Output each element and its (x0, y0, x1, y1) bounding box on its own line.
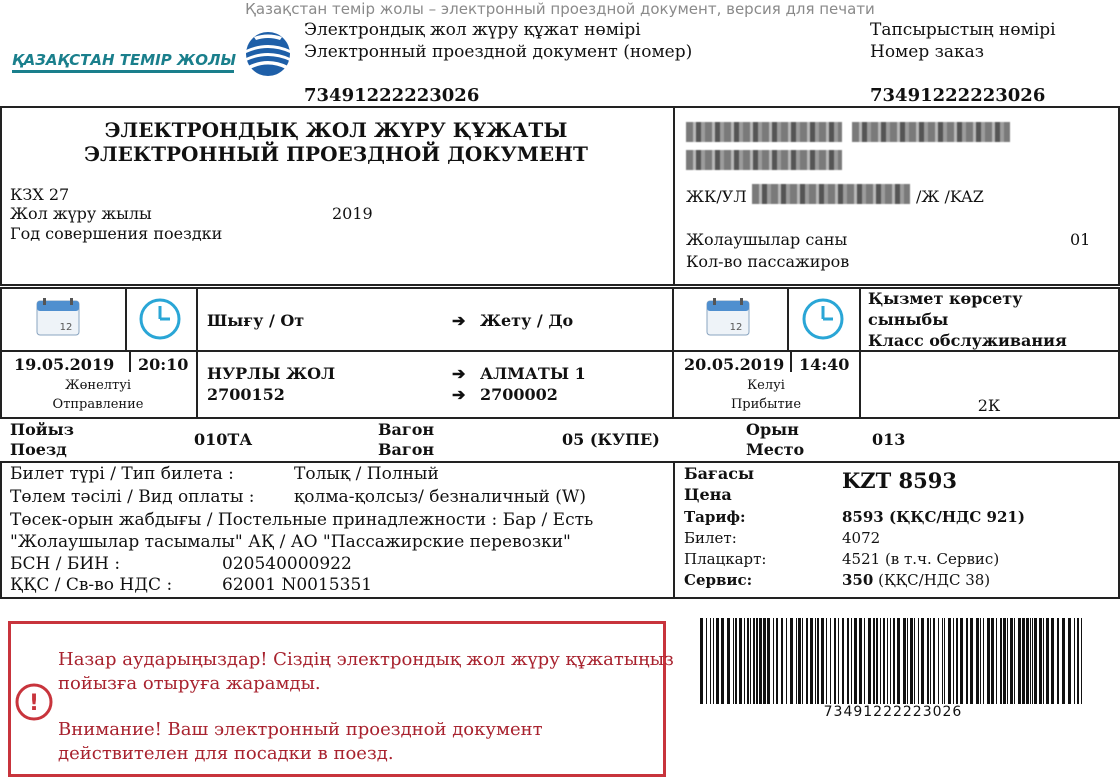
barcode-bar (938, 618, 939, 704)
barcode-bar (796, 618, 797, 704)
barcode-bar (759, 618, 762, 704)
barcode-bar (996, 618, 997, 704)
tariff-label: Тариф: (684, 508, 746, 526)
barcode-bar (1022, 618, 1025, 704)
barcode-bar (1018, 618, 1021, 704)
barcode-bar (721, 618, 724, 704)
warning-text-ru-1: Внимание! Ваш электронный проездной документ (58, 719, 543, 740)
departure-time: 20:10 (138, 355, 189, 374)
seat-number: 013 (872, 430, 906, 449)
trip-year: 2019 (332, 204, 373, 223)
passenger-count-label-ru: Кол-во пассажиров (686, 252, 850, 271)
barcode-bar (713, 618, 714, 704)
barcode-bar (987, 618, 990, 704)
bin-number: 020540000922 (222, 554, 352, 574)
barcode-bar (815, 618, 816, 704)
barcode-bar (842, 618, 844, 704)
barcode-bar (756, 618, 758, 704)
barcode-bar (944, 618, 945, 704)
barcode-bar (733, 618, 734, 704)
barcode-bar (942, 618, 943, 704)
barcode-bar (1034, 618, 1037, 704)
arrival-label-ru: Прибытие (730, 397, 802, 412)
barcode-bar (868, 618, 871, 704)
barcode-bar (991, 618, 994, 704)
seat-label-kz: Орын (746, 420, 799, 439)
barcode-bar (826, 618, 827, 704)
ticket-price-label: Билет: (684, 529, 737, 547)
trip-code: КЗХ 27 (10, 185, 70, 204)
to-station: АЛМАТЫ 1 (480, 364, 586, 383)
barcode-bar (876, 618, 878, 704)
bin-label: БСН / БИН : (10, 554, 121, 574)
tariff-value: 8593 (ҚҚС/НДС 921) (842, 508, 1025, 526)
barcode-bar (716, 618, 719, 704)
trip-year-label-ru: Год совершения поездки (10, 224, 223, 243)
from-station: НУРЛЫ ЖОЛ (207, 364, 336, 383)
route-arrow-header: ➔ (452, 311, 466, 330)
barcode-bar (921, 618, 924, 704)
barcode-bar (1074, 618, 1075, 704)
barcode-bar (834, 618, 836, 704)
barcode-bar (830, 618, 831, 704)
barcode-bar (1062, 618, 1065, 704)
order-number: 73491222223026 (870, 85, 1046, 106)
car-label-ru: Вагон (378, 440, 435, 459)
barcode-bar (851, 618, 852, 704)
barcode-bar (781, 618, 783, 704)
ktz-logo-graphic (10, 28, 290, 80)
barcode-bar (948, 618, 951, 704)
doc-number-label-kz: Электрондық жол жүру құжат нөмірі (304, 20, 641, 40)
barcode-bar (1077, 618, 1079, 704)
document-title-kz: ЭЛЕКТРОНДЫҚ ЖОЛ ЖҮРУ ҚҰЖАТЫ (104, 118, 568, 142)
barcode-bar (966, 618, 968, 704)
doc-number-label-ru: Электронный проездной документ (номер) (304, 42, 693, 62)
service-class-label-3: Класс обслуживания (868, 331, 1067, 350)
barcode-bar (897, 618, 900, 704)
barcode-bar (1014, 618, 1015, 704)
barcode-bar (802, 618, 803, 704)
barcode-bar (790, 618, 793, 704)
passenger-id-suffix: /Ж /KAZ (916, 187, 984, 206)
ticket-barcode (698, 618, 1088, 704)
warning-text-ru-2: действителен для посадки в поезд. (58, 743, 394, 764)
barcode-bar (1057, 618, 1059, 704)
vat-certificate: 62001 N0015351 (222, 575, 373, 595)
redacted-name (852, 122, 1010, 142)
barcode-bar (1000, 618, 1002, 704)
barcode-bar (907, 618, 908, 704)
bedding-info: Төсек-орын жабдығы / Постельные принадлежности : Бар / Есть (10, 510, 594, 530)
barcode-bar (744, 618, 745, 704)
barcode-bar (880, 618, 881, 704)
service-fee-value: 350 (842, 571, 874, 589)
barcode-bar (817, 618, 819, 704)
barcode-bar (806, 618, 808, 704)
barcode-bar (927, 618, 929, 704)
barcode-bar (890, 618, 891, 704)
barcode-bar (1039, 618, 1042, 704)
barcode-bar (980, 618, 981, 704)
barcode-bar (1032, 618, 1033, 704)
arrival-clock-icon (801, 297, 845, 345)
barcode-bar (1051, 618, 1054, 704)
payment-method: қолма-қолсыз/ безналичный (W) (294, 487, 586, 507)
passenger-id-prefix: ЖК/УЛ (686, 187, 747, 206)
barcode-bar (1046, 618, 1049, 704)
departure-calendar-icon (36, 298, 80, 340)
svg-text:12: 12 (729, 322, 743, 333)
redacted-surname (686, 122, 842, 142)
from-label: Шығу / От (207, 311, 305, 330)
barcode-bar (976, 618, 979, 704)
route-arrow-station: ➔ (452, 364, 466, 383)
barcode-bar (960, 618, 963, 704)
svg-text:12: 12 (59, 322, 73, 333)
to-station-code: 2700002 (480, 385, 558, 404)
arrival-calendar-icon (706, 298, 750, 340)
svg-text:ҚАЗАҚСТАН ТЕМІР ЖОЛЫ: ҚАЗАҚСТАН ТЕМІР ЖОЛЫ (12, 51, 237, 69)
barcode-bar (883, 618, 885, 704)
departure-label-ru: Отправление (52, 397, 144, 412)
price-label-ru: Цена (684, 485, 732, 504)
warning-icon (14, 682, 54, 722)
barcode-bar (983, 618, 984, 704)
barcode-number: 73491222223026 (823, 704, 963, 720)
barcode-bar (786, 618, 787, 704)
order-number-label-ru: Номер заказ (870, 42, 985, 62)
train-number: 010ТА (194, 430, 253, 449)
barcode-bar (933, 618, 935, 704)
redacted-id-number (752, 184, 910, 204)
service-fee (842, 571, 990, 589)
service-class-label-2: сыныбы (868, 310, 949, 329)
departure-clock-icon (138, 297, 182, 345)
barcode-bar (747, 618, 749, 704)
barcode-bar (910, 618, 913, 704)
arrival-time: 14:40 (799, 355, 850, 374)
train-label-kz: Пойыз (10, 420, 74, 439)
barcode-bar (700, 618, 703, 704)
barcode-bar (1043, 618, 1044, 704)
barcode-bar (953, 618, 954, 704)
warning-text-kz-1: Назар аударыңыздар! Сіздің электрондық жол жүру құжатыңыз (58, 649, 674, 670)
service-fee-note: (ҚҚС/НДС 38) (878, 571, 991, 589)
barcode-bar (1081, 618, 1082, 704)
from-station-code: 2700152 (207, 385, 285, 404)
barcode-bar (864, 618, 865, 704)
barcode-bar (903, 618, 906, 704)
ktz-logo (10, 28, 290, 80)
barcode-bar (859, 618, 862, 704)
barcode-bar (1030, 618, 1031, 704)
barcode-bar (970, 618, 973, 704)
barcode-bar (727, 618, 730, 704)
seat-label-ru: Место (746, 440, 805, 459)
document-title-ru: ЭЛЕКТРОННЫЙ ПРОЕЗДНОЙ ДОКУМЕНТ (84, 142, 588, 166)
car-number: 05 (КУПЕ) (562, 430, 660, 449)
barcode-bar (873, 618, 875, 704)
passenger-count: 01 (1070, 230, 1091, 249)
arrival-date: 20.05.2019 (684, 355, 785, 374)
route-arrow-code: ➔ (452, 385, 466, 404)
price-label-kz: Бағасы (684, 464, 754, 483)
barcode-bar (750, 618, 751, 704)
departure-date: 19.05.2019 (14, 355, 115, 374)
vat-label: ҚҚС / Св-во НДС : (10, 575, 173, 595)
barcode-bar (956, 618, 958, 704)
reserved-seat-label: Плацкарт: (684, 550, 767, 568)
car-label-kz: Вагон (378, 420, 435, 439)
barcode-bar (763, 618, 766, 704)
barcode-bar (1026, 618, 1029, 704)
barcode-bar (893, 618, 895, 704)
barcode-bar (887, 618, 888, 704)
reserved-seat-price: 4521 (в т.ч. Сервис) (842, 550, 1000, 568)
ticket-price: 4072 (842, 529, 881, 547)
order-number-label-kz: Тапсырыстың нөмірі (870, 20, 1056, 40)
barcode-bar (821, 618, 824, 704)
ticket-type-label: Билет түрі / Тип билета : (10, 464, 234, 484)
service-class: 2К (977, 396, 1001, 415)
barcode-bar (914, 618, 915, 704)
price-total: KZT 8593 (842, 468, 957, 493)
barcode-bar (1068, 618, 1071, 704)
barcode-bar (918, 618, 919, 704)
arrival-label-kz: Келуі (747, 378, 785, 393)
barcode-bar (1010, 618, 1013, 704)
payment-label: Төлем тәсілі / Вид оплаты : (10, 487, 255, 507)
barcode-bar (710, 618, 711, 704)
print-version-caption: Қазақстан темір жолы – электронный проездной документ, версия для печати (245, 0, 875, 18)
barcode-bar (706, 618, 707, 704)
trip-year-label-kz: Жол жүру жылы (10, 204, 152, 223)
barcode-bar (735, 618, 737, 704)
barcode-bar (1003, 618, 1006, 704)
departure-label-kz: Жөнелтуі (64, 378, 132, 393)
carrier-name: "Жолаушылар тасымалы" АҚ / АО "Пассажирские перевозки" (10, 532, 571, 552)
barcode-bar (739, 618, 742, 704)
barcode-bar (838, 618, 839, 704)
train-label-ru: Поезд (10, 440, 67, 459)
doc-number: 73491222223026 (304, 85, 480, 106)
svg-text:!: ! (28, 691, 40, 716)
barcode-bar (1007, 618, 1008, 704)
barcode-bar (798, 618, 801, 704)
passenger-count-label-kz: Жолаушылар саны (686, 230, 848, 249)
service-fee-label: Сервис: (684, 571, 753, 589)
barcode-bar (773, 618, 774, 704)
barcode-bar (767, 618, 770, 704)
service-class-label-1: Қызмет көрсету (868, 289, 1023, 308)
to-label: Жету / До (480, 311, 574, 330)
barcode-bar (810, 618, 813, 704)
barcode-bar (854, 618, 857, 704)
barcode-bar (776, 618, 778, 704)
warning-text-kz-2: пойызға отыруға жарамды. (58, 673, 321, 694)
barcode-bar (930, 618, 931, 704)
barcode-bar (847, 618, 849, 704)
redacted-patronymic (686, 150, 842, 170)
ticket-type: Толық / Полный (294, 464, 439, 484)
barcode-bar (753, 618, 755, 704)
